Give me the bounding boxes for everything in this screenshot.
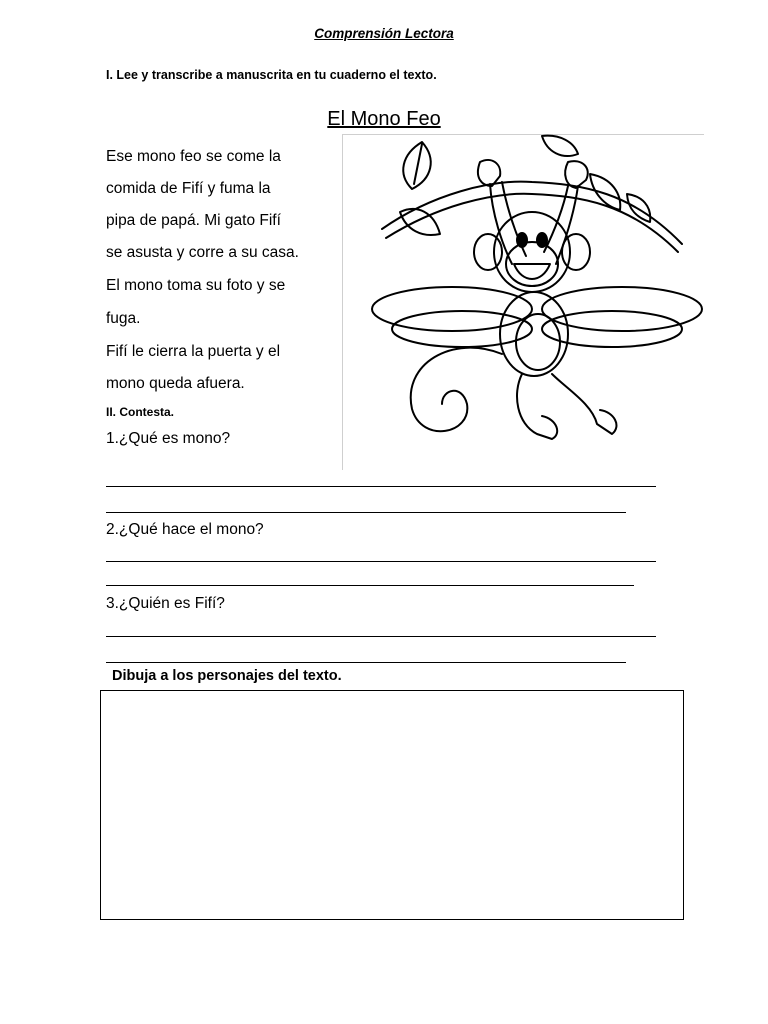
answer-line[interactable] (106, 585, 634, 586)
question-3: 3.¿Quién es Fifí? (106, 595, 225, 612)
leaf-icon (542, 136, 578, 156)
worksheet-title: Comprensión Lectora (314, 26, 454, 41)
drawing-instruction: Dibuja a los personajes del texto. (112, 668, 342, 684)
instruction-part-1: I. Lee y transcribe a manuscrita en tu cuaderno el texto. (106, 68, 437, 82)
story-line: Fifí le cierra la puerta y el (106, 343, 281, 360)
drawing-box[interactable] (100, 690, 684, 920)
answer-line[interactable] (106, 662, 626, 663)
answer-line[interactable] (106, 636, 656, 637)
story-line: fuga. (106, 310, 141, 327)
monkey-illustration (342, 134, 704, 470)
answer-line[interactable] (106, 486, 656, 487)
question-1: 1.¿Qué es mono? (106, 430, 231, 447)
story-line: comida de Fifí y fuma la (106, 180, 271, 197)
story-title: El Mono Feo (327, 108, 441, 130)
story-line: se asusta y corre a su casa. (106, 244, 299, 261)
section-ii-heading: II. Contesta. (106, 405, 175, 419)
story-line: El mono toma su foto y se (106, 277, 286, 294)
answer-line[interactable] (106, 512, 626, 513)
story-line: Ese mono feo se come la (106, 148, 281, 165)
answer-line[interactable] (106, 561, 656, 562)
question-2: 2.¿Qué hace el mono? (106, 521, 264, 538)
story-line: mono queda afuera. (106, 375, 245, 392)
story-line: pipa de papá. Mi gato Fifí (106, 212, 281, 229)
